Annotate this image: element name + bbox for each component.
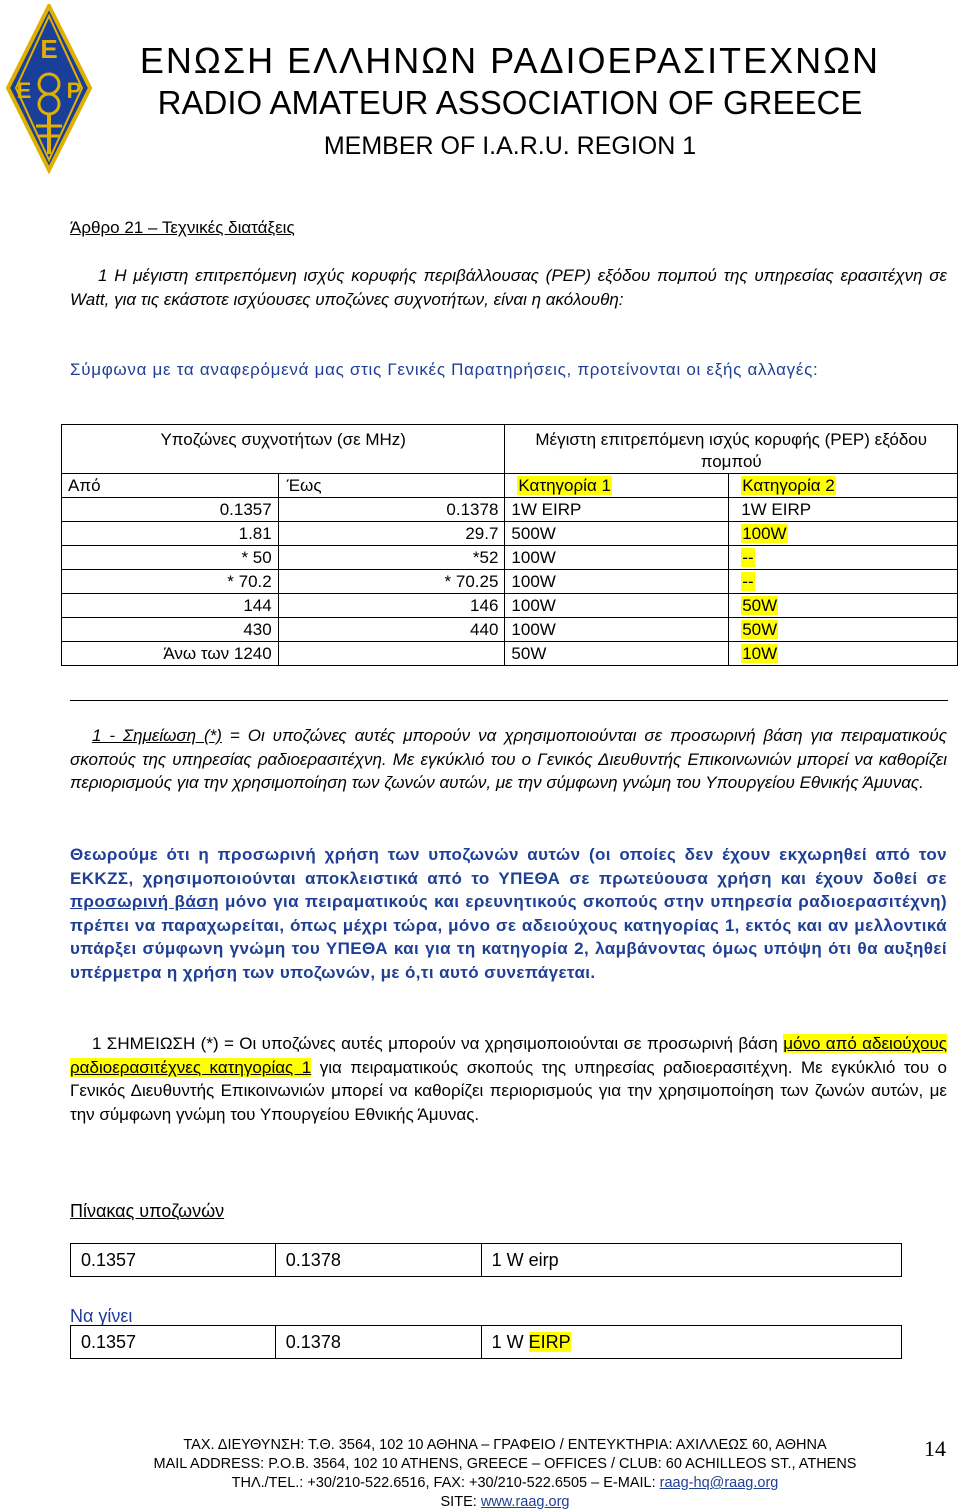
cell-power-prefix: 1 W [491,1331,529,1352]
position-paragraph [70,843,947,984]
cell-cat2 [729,522,958,546]
cell-to: 0.1378 [275,1326,481,1359]
cell-from: 1.81 [62,522,279,546]
cell-to [278,642,505,666]
header-english-title: RADIO AMATEUR ASSOCIATION OF GREECE [157,84,863,121]
cell-from: 0.1357 [62,498,279,522]
table-row [62,594,958,618]
cell-from: 0.1357 [71,1244,276,1277]
position-text-part2: μόνο για πειραματικούς και ερευνητικούς σκοπούς στην υπηρεσία ραδιοερασιτέχνη) πρέπει να παραχωρείται, όπως μέχρι τώρα, μόνο σε αδειούχους κατηγορίας 1, εκτός και αν μελλοντικά υπάρξει σύμφωνη γνώμη του ΥΠΕΘΑ και για τη κατηγορία 2, λαμβάνοντας όμως υπόψη ότι θα αυξηθεί υπέρμετρα η χρήση των υποζωνών, με ό,τι αυτό συνεπάγεται. [70,892,948,982]
col-cat1-label: Κατηγορία 1 [518,476,611,495]
logo-letter-top: E [40,34,58,64]
cell-from: 144 [62,594,279,618]
table-row [62,642,958,666]
footer-site-label: SITE: [440,1494,481,1510]
footer [0,1436,960,1512]
position-underlined: προσωρινή βάση [70,892,220,911]
article-title: Άρθρο 21 – Τεχνικές διατάξεις [70,218,295,237]
footer-contact-text: ΤΗΛ./TEL.: +30/210-522.6516, FAX: +30/210-522.6505 – E-MAIL: [231,1475,660,1491]
cell-cat2 [729,570,958,594]
cell-cat2-value: 100W [742,524,787,543]
table-row [62,546,958,570]
cell-to: 0.1378 [278,498,505,522]
cell-cat1: 1W EIRP [505,498,729,522]
cell-from: 0.1357 [71,1326,276,1359]
cell-cat2 [729,618,958,642]
cell-cat2-value: 50W [742,596,778,615]
logo-letter-right: P [66,78,82,103]
cell-to: 0.1378 [275,1244,481,1277]
cell-to: 29.7 [278,522,505,546]
cell-cat2 [729,546,958,570]
page-number: 14 [924,1436,946,1461]
power-table-subheader [62,474,958,498]
site-link[interactable]: www.raag.org [480,1494,570,1510]
table-row [62,570,958,594]
cell-power [481,1326,901,1359]
cell-power: 1 W eirp [481,1244,901,1277]
cell-cat2 [729,642,958,666]
cell-cat1: 50W [505,642,729,666]
cell-from: 430 [62,618,279,642]
cell-to: * 70.25 [278,570,505,594]
cell-to: *52 [278,546,505,570]
footer-line-english: MAIL ADDRESS: P.O.B. 3564, 102 10 ATHENS, GREECE – OFFICES / CLUB: 60 ACHILLEOS ST., ATHENS [153,1456,857,1472]
note2-highlighted: μόνο από αδειούχους ραδιοερασιτέχνες κατηγορίας 1 [70,1034,947,1077]
intro-paragraph [70,264,947,311]
cell-cat2-value: 10W [742,644,778,663]
become-table [70,1325,902,1359]
cell-from: Άνω των 1240 [62,642,279,666]
subbands-header: Υποζώνες συχνοτήτων (σε MHz) [62,425,505,474]
footer-line-site [0,1493,960,1512]
max-power-header: Μέγιστη επιτρεπόμενη ισχύς κορυφής (PEP) εξόδου πομπού [505,425,958,474]
footer-line-contact [0,1474,960,1493]
footer-line-greek: ΤΑΧ. ΔΙΕΥΘΥΝΣΗ: Τ.Θ. 3564, 102 10 ΑΘΗΝΑ – ΓΡΑΦΕΙΟ / ΕΝΤΕΥΚΤΗΡΙΑ: ΑΧΙΛΛΕΩΣ 60, ΑΘΗΝΑ [183,1437,827,1453]
cell-cat2-value: -- [742,572,754,591]
col-cat2 [729,474,958,498]
header-iaru-member: MEMBER OF I.A.R.U. REGION 1 [323,132,697,160]
cell-cat2-value: -- [742,548,754,567]
col-cat2-label: Κατηγορία 2 [742,476,835,495]
cell-cat1: 100W [505,618,729,642]
note2-text-part2: για πειραματικούς σκοπούς της υπηρεσίας ραδιοερασιτέχνη. Με εγκύκλιό του ο Γενικός Διευθυντής Επικοινωνιών μπορεί να καθορίζει περιορισμούς για την χρησιμοποίηση των ζωνών αυτών, με την σύμφωνη γνώμη του Υπουργείου Εθνικής Άμυνας. [70,1057,947,1124]
subband-table [70,1243,902,1277]
cell-cat1: 100W [505,570,729,594]
table-row [62,618,958,642]
cell-cat2 [729,594,958,618]
col-cat1 [505,474,729,498]
cell-from: * 70.2 [62,570,279,594]
cell-cat1: 100W [505,594,729,618]
note1-paragraph [70,724,947,795]
table-row [71,1326,902,1359]
cell-cat2: 1W EIRP [729,498,958,522]
cell-to: 440 [278,618,505,642]
cell-to: 146 [278,594,505,618]
cell-cat1: 500W [505,522,729,546]
intro-text: 1 Η μέγιστη επιτρεπόμενη ισχύς κορυφής περιβάλλουσας (PEP) εξόδου πομπού της υπηρεσίας ερασιτέχνη σε Watt, για τις εκάστοτε ισχύουσες υποζώνες συχνοτήτων, είναι η ακόλουθη: [70,266,947,309]
header-greek-title: ΕΝΩΣΗ ΕΛΛΗΝΩΝ ΡΑΔΙΟΕΡΑΣΙΤΕΧΝΩΝ [139,40,881,81]
table-row [62,522,958,546]
logo-letter-left: E [16,78,32,103]
table-row [71,1244,902,1277]
power-table-header [62,425,958,474]
subband-title: Πίνακας υποζωνών [70,1201,225,1221]
cell-power-highlight: EIRP [528,1331,571,1352]
note1-label: 1 - Σημείωση (*) [92,726,222,745]
become-label: Να γίνει [70,1306,133,1326]
col-from: Από [62,474,279,498]
note2-text-part1: 1 ΣΗΜΕΙΩΣΗ (*) = Οι υποζώνες αυτές μπορούν να χρησιμοποιούνται σε προσωρινή βάση [92,1034,784,1053]
proposal-paragraph: Σύμφωνα με τα αναφερόμενά μας στις Γενικές Παρατηρήσεις, προτείνονται οι εξής αλλαγές: [70,360,819,379]
position-text-part1: Θεωρούμε ότι η προσωρινή χρήση των υποζωνών αυτών (οι οποίες δεν έχουν εκχωρηθεί από τον ΕΚΚΖΣ, χρησιμοποιούνται αποκλειστικά από το ΥΠΕΘΑ σε πρωτεύουσα χρήση και έχουν δοθεί σε [70,845,947,888]
cell-from: * 50 [62,546,279,570]
note1-text: = Οι υποζώνες αυτές μπορούν να χρησιμοποιούνται σε προσωρινή βάση για πειραματικούς σκοπούς της υπηρεσίας ραδιοερασιτέχνη. Με εγκύκλιό του ο Γενικός Διευθυντής Επικοινωνιών μπορεί να καθορίζει περιορισμούς για την χρησιμοποίηση των ζωνών αυτών, με την σύμφωνη γνώμη του Υπουργείου Εθνικής Άμυνας. [70,726,947,792]
power-table [61,424,958,666]
divider [70,700,948,701]
cell-cat1: 100W [505,546,729,570]
note2-paragraph [70,1032,947,1126]
cell-cat2-value: 50W [742,620,778,639]
table-row [62,498,958,522]
col-to: Έως [278,474,505,498]
email-link[interactable]: raag-hq@raag.org [659,1475,779,1491]
